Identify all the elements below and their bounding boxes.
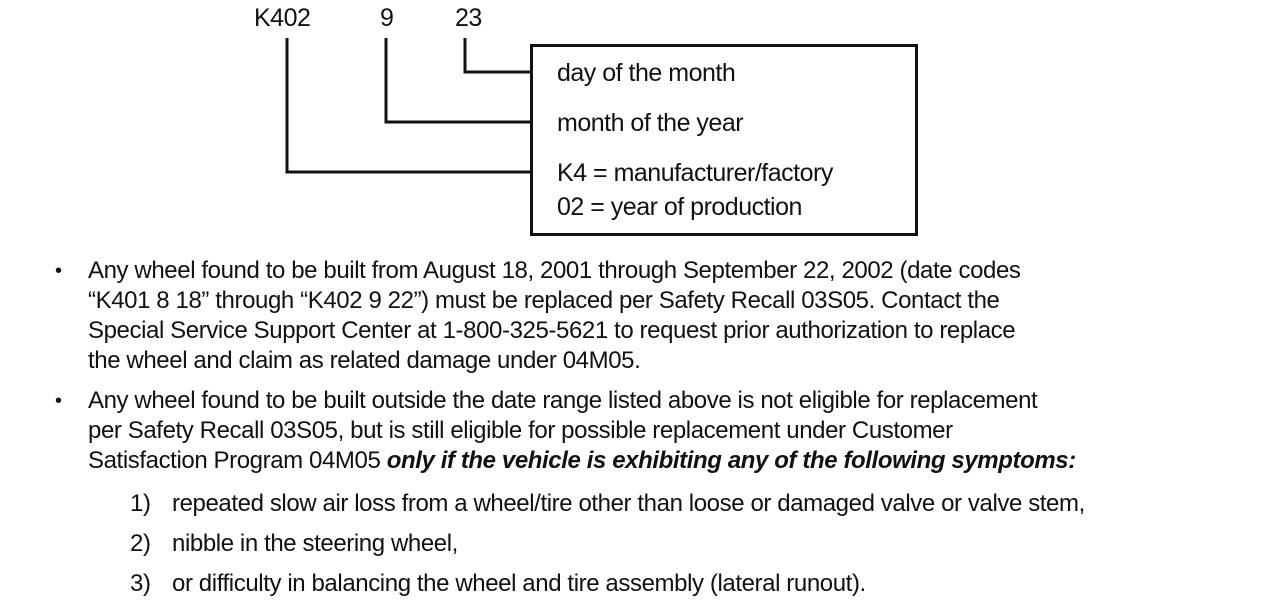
paragraph-line: Any wheel found to be built outside the date range listed above is not eligible for replacement xyxy=(88,387,1038,414)
symptom-number: 2) xyxy=(130,530,151,557)
factory-year-connector xyxy=(287,38,530,172)
paragraph-line: Any wheel found to be built from August 18, 2001 through September 22, 2002 (date codes xyxy=(88,257,1021,284)
plain-text: Satisfaction Program 04M05 xyxy=(88,447,387,474)
emphasized-text: only if the vehicle is exhibiting any of the following symptoms: xyxy=(386,447,1076,474)
paragraph-line: Special Service Support Center at 1-800-325-5621 to request prior authorization to replace xyxy=(88,317,1016,344)
symptom-text: or difficulty in balancing the wheel and tire assembly (lateral runout). xyxy=(172,570,866,597)
symptom-list xyxy=(130,484,1270,604)
bullet-marker: • xyxy=(55,260,62,282)
list-item xyxy=(50,256,1270,376)
list-item xyxy=(50,386,1270,476)
month-connector xyxy=(386,38,530,122)
paragraph-line-mixed xyxy=(88,446,1270,476)
symptom-text: repeated slow air loss from a wheel/tire other than loose or damaged valve or valve stem, xyxy=(172,490,1085,517)
paragraph-line: the wheel and claim as related damage under 04M05. xyxy=(88,347,641,374)
code-part-month: 9 xyxy=(380,4,394,32)
list-item xyxy=(130,564,1270,604)
symptom-number: 1) xyxy=(130,490,151,517)
paragraph-line: “K401 8 18” through “K402 9 22”) must be replaced per Safety Recall 03S05. Contact the xyxy=(88,287,1000,314)
legend-day: day of the month xyxy=(557,59,736,87)
bullet-list xyxy=(50,256,1270,486)
legend-month: month of the year xyxy=(557,109,744,137)
legend-year: 02 = year of production xyxy=(557,193,802,221)
symptom-text: nibble in the steering wheel, xyxy=(172,530,458,557)
day-connector xyxy=(465,38,530,72)
legend-manufacturer: K4 = manufacturer/factory xyxy=(557,159,833,187)
code-part-day: 23 xyxy=(455,4,482,32)
symptom-number: 3) xyxy=(130,570,151,597)
paragraph-line: per Safety Recall 03S05, but is still eligible for possible replacement under Customer xyxy=(88,417,953,444)
bullet-marker: • xyxy=(55,390,62,412)
legend-box xyxy=(530,44,918,236)
list-item xyxy=(130,484,1270,524)
code-part-factory-year: K402 xyxy=(254,4,311,32)
list-item xyxy=(130,524,1270,564)
